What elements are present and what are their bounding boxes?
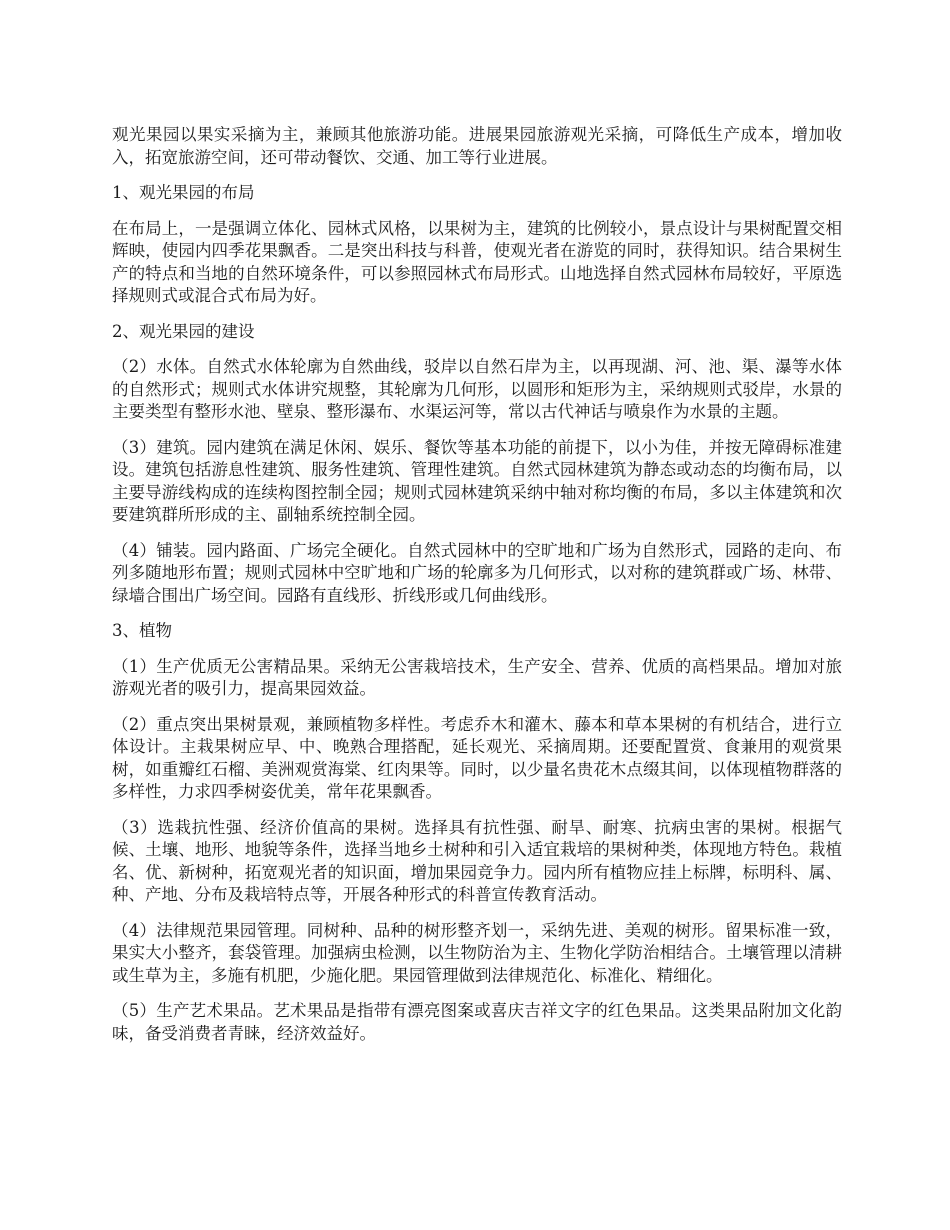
document-page — [112, 124, 842, 1058]
section-2-paragraph-water: （2）水体。自然式水体轮廓为自然曲线，驳岸以自然石岸为主，以再现湖、河、池、渠、瀑等水体的自然形式；规则式水体讲究规整，其轮廓为几何形，以圆形和矩形为主，采纳规则式驳岸，水景的主要类型有整形水池、壁泉、整形瀑布、水渠运河等，常以古代神话与喷泉作为水景的主题。 — [112, 357, 842, 421]
section-2-heading: 2、观光果园的建设 — [112, 321, 255, 341]
section-1-heading: 1、观光果园的布局 — [112, 183, 255, 202]
section-3-paragraph-4: （4）法律规范果园管理。同树种、品种的树形整齐划一，采纳先进、美观的树形。留果标准一致，果实大小整齐，套袋管理。加强病虫检测，以生物防治为主、生物化学防治相结合。土壤管理以清耕或生草为主，多施有机肥，少施化肥。果园管理做到法律规范化、标准化、精细化。 — [112, 920, 842, 985]
section-2-paragraph-paving: （4）铺装。园内路面、广场完全硬化。自然式园林中的空旷地和广场为自然形式，园路的走向、布列多随地形布置；规则式园林中空旷地和广场的轮廓多为几何形式，以对称的建筑群或广场、林带、绿墙合围出广场空间。园路有直线形、折线形或几何曲线形。 — [112, 540, 842, 605]
intro-paragraph: 观光果园以果实采摘为主，兼顾其他旅游功能。进展果园旅游观光采摘，可降低生产成本，增加收入，拓宽旅游空间，还可带动餐饮、交通、加工等行业进展。 — [112, 125, 842, 167]
section-3-paragraph-1: （1）生产优质无公害精品果。采纳无公害栽培技术，生产安全、营养、优质的高档果品。增加对旅游观光者的吸引力，提高果园效益。 — [112, 656, 842, 698]
section-1-paragraph: 在布局上，一是强调立体化、园林式风格，以果树为主，建筑的比例较小，景点设计与果树配置交相辉映，使园内四季花果飘香。二是突出科技与科普，使观光者在游览的同时，获得知识。结合果树生产的特点和当地的自然环境条件，可以参照园林式布局形式。山地选择自然式园林布局较好，平原选择规则式或混合式布局为好。 — [112, 218, 842, 305]
section-3-paragraph-3: （3）选栽抗性强、经济价值高的果树。选择具有抗性强、耐旱、耐寒、抗病虫害的果树。根据气候、土壤、地形、地貌等条件，选择当地乡土树种和引入适宜栽培的果树种类，体现地方特色。栽植名、优、新树种，拓宽观光者的知识面，增加果园竞争力。园内所有植物应挂上标牌，标明科、属、种、产地、分布及栽培特点等，开展各种形式的科普宣传教育活动。 — [112, 817, 842, 904]
section-2-paragraph-building: （3）建筑。园内建筑在满足休闲、娱乐、餐饮等基本功能的前提下，以小为佳，并按无障碍标准建设。建筑包括游息性建筑、服务性建筑、管理性建筑。自然式园林建筑为静态或动态的均衡布局，以主要导游线构成的连续构图控制全园；规则式园林建筑采纳中轴对称均衡的布局，多以主体建筑和次要建筑群所形成的主、副轴系统控制全园。 — [112, 437, 842, 524]
section-3-paragraph-2: （2）重点突出果树景观，兼顾植物多样性。考虑乔木和灌木、藤本和草本果树的有机结合，进行立体设计。主栽果树应早、中、晚熟合理搭配，延长观光、采摘周期。还要配置赏、食兼用的观赏果树，如重瓣红石榴、美洲观赏海棠、红肉果等。同时，以少量名贵花木点缀其间，以体现植物群落的多样性，力求四季树姿优美，常年花果飘香。 — [112, 714, 842, 801]
section-3-heading: 3、植物 — [112, 621, 172, 640]
section-3-paragraph-5: （5）生产艺术果品。艺术果品是指带有漂亮图案或喜庆吉祥文字的红色果品。这类果品附加文化韵味，备受消费者青睐，经济效益好。 — [112, 1001, 842, 1043]
